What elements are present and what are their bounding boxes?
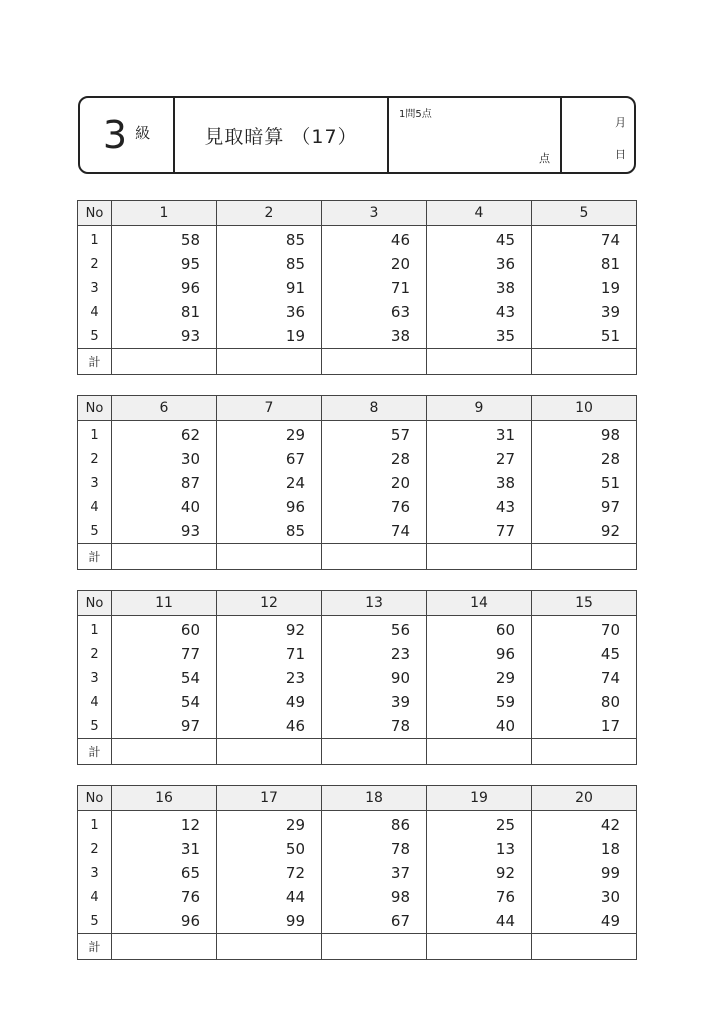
number-cell: 43 bbox=[427, 300, 532, 324]
table-row bbox=[78, 447, 637, 471]
grade-cell bbox=[80, 98, 175, 172]
table-row bbox=[78, 252, 637, 276]
number-cell: 18 bbox=[532, 837, 637, 861]
row-number: 3 bbox=[78, 471, 112, 495]
table-row bbox=[78, 861, 637, 885]
number-cell: 86 bbox=[322, 811, 427, 838]
column-header: 2 bbox=[217, 201, 322, 226]
number-cell: 39 bbox=[532, 300, 637, 324]
answer-cell[interactable] bbox=[532, 739, 637, 765]
number-cell: 38 bbox=[427, 471, 532, 495]
number-cell: 81 bbox=[532, 252, 637, 276]
number-cell: 95 bbox=[112, 252, 217, 276]
number-cell: 19 bbox=[532, 276, 637, 300]
number-cell: 99 bbox=[217, 909, 322, 934]
number-cell: 31 bbox=[427, 421, 532, 448]
number-cell: 98 bbox=[532, 421, 637, 448]
column-header: 15 bbox=[532, 591, 637, 616]
row-number: 3 bbox=[78, 861, 112, 885]
answer-cell[interactable] bbox=[427, 934, 532, 960]
table-row bbox=[78, 616, 637, 643]
row-number: 1 bbox=[78, 616, 112, 643]
column-header: 7 bbox=[217, 396, 322, 421]
date-cell[interactable] bbox=[562, 98, 634, 172]
number-cell: 98 bbox=[322, 885, 427, 909]
number-cell: 57 bbox=[322, 421, 427, 448]
column-header: 10 bbox=[532, 396, 637, 421]
grade-label: 級 bbox=[135, 123, 151, 142]
answer-cell[interactable] bbox=[112, 349, 217, 375]
column-header: 9 bbox=[427, 396, 532, 421]
table-row bbox=[78, 885, 637, 909]
number-cell: 29 bbox=[427, 666, 532, 690]
table-row bbox=[78, 811, 637, 838]
number-cell: 97 bbox=[112, 714, 217, 739]
table-header-row bbox=[78, 591, 637, 616]
no-header: No bbox=[78, 786, 112, 811]
table-row bbox=[78, 666, 637, 690]
column-header: 13 bbox=[322, 591, 427, 616]
column-header: 5 bbox=[532, 201, 637, 226]
answer-cell[interactable] bbox=[217, 934, 322, 960]
total-label: 計 bbox=[78, 934, 112, 960]
answer-cell[interactable] bbox=[427, 544, 532, 570]
number-cell: 96 bbox=[112, 276, 217, 300]
number-cell: 49 bbox=[217, 690, 322, 714]
number-cell: 92 bbox=[532, 519, 637, 544]
number-cell: 51 bbox=[532, 324, 637, 349]
table-row bbox=[78, 324, 637, 349]
number-cell: 49 bbox=[532, 909, 637, 934]
column-header: 12 bbox=[217, 591, 322, 616]
number-cell: 13 bbox=[427, 837, 532, 861]
table-row bbox=[78, 300, 637, 324]
total-row bbox=[78, 739, 637, 765]
number-cell: 96 bbox=[217, 495, 322, 519]
row-number: 2 bbox=[78, 837, 112, 861]
answer-cell[interactable] bbox=[322, 739, 427, 765]
number-cell: 43 bbox=[427, 495, 532, 519]
number-cell: 91 bbox=[217, 276, 322, 300]
number-cell: 40 bbox=[427, 714, 532, 739]
row-number: 4 bbox=[78, 495, 112, 519]
table-row bbox=[78, 714, 637, 739]
problem-table-2 bbox=[77, 395, 637, 570]
table-header-row bbox=[78, 396, 637, 421]
number-cell: 31 bbox=[112, 837, 217, 861]
table-header-row bbox=[78, 786, 637, 811]
number-cell: 74 bbox=[322, 519, 427, 544]
number-cell: 50 bbox=[217, 837, 322, 861]
number-cell: 25 bbox=[427, 811, 532, 838]
number-cell: 45 bbox=[427, 226, 532, 253]
number-cell: 71 bbox=[322, 276, 427, 300]
number-cell: 85 bbox=[217, 252, 322, 276]
column-header: 17 bbox=[217, 786, 322, 811]
table-row bbox=[78, 421, 637, 448]
number-cell: 74 bbox=[532, 226, 637, 253]
row-number: 1 bbox=[78, 811, 112, 838]
total-row bbox=[78, 349, 637, 375]
number-cell: 19 bbox=[217, 324, 322, 349]
answer-cell[interactable] bbox=[217, 349, 322, 375]
answer-cell[interactable] bbox=[217, 739, 322, 765]
column-header: 11 bbox=[112, 591, 217, 616]
answer-cell[interactable] bbox=[532, 934, 637, 960]
column-header: 19 bbox=[427, 786, 532, 811]
score-unit: 点 bbox=[539, 152, 550, 165]
row-number: 1 bbox=[78, 226, 112, 253]
number-cell: 99 bbox=[532, 861, 637, 885]
number-cell: 62 bbox=[112, 421, 217, 448]
number-cell: 72 bbox=[217, 861, 322, 885]
number-cell: 23 bbox=[322, 642, 427, 666]
number-cell: 46 bbox=[217, 714, 322, 739]
table-row bbox=[78, 471, 637, 495]
answer-cell[interactable] bbox=[322, 934, 427, 960]
number-cell: 81 bbox=[112, 300, 217, 324]
day-label: 日 bbox=[615, 148, 626, 161]
number-cell: 78 bbox=[322, 837, 427, 861]
answer-cell[interactable] bbox=[322, 349, 427, 375]
column-header: 18 bbox=[322, 786, 427, 811]
number-cell: 30 bbox=[532, 885, 637, 909]
number-cell: 63 bbox=[322, 300, 427, 324]
number-cell: 36 bbox=[427, 252, 532, 276]
number-cell: 77 bbox=[112, 642, 217, 666]
answer-cell[interactable] bbox=[112, 544, 217, 570]
row-number: 2 bbox=[78, 447, 112, 471]
number-cell: 36 bbox=[217, 300, 322, 324]
table-row bbox=[78, 226, 637, 253]
number-cell: 85 bbox=[217, 519, 322, 544]
number-cell: 60 bbox=[112, 616, 217, 643]
column-header: 20 bbox=[532, 786, 637, 811]
answer-cell[interactable] bbox=[532, 349, 637, 375]
number-cell: 76 bbox=[112, 885, 217, 909]
row-number: 4 bbox=[78, 300, 112, 324]
number-cell: 76 bbox=[322, 495, 427, 519]
number-cell: 80 bbox=[532, 690, 637, 714]
total-label: 計 bbox=[78, 739, 112, 765]
number-cell: 76 bbox=[427, 885, 532, 909]
number-cell: 20 bbox=[322, 471, 427, 495]
total-label: 計 bbox=[78, 544, 112, 570]
number-cell: 92 bbox=[427, 861, 532, 885]
answer-cell[interactable] bbox=[322, 544, 427, 570]
row-number: 2 bbox=[78, 252, 112, 276]
column-header: 3 bbox=[322, 201, 427, 226]
column-header: 6 bbox=[112, 396, 217, 421]
no-header: No bbox=[78, 591, 112, 616]
column-header: 14 bbox=[427, 591, 532, 616]
number-cell: 28 bbox=[532, 447, 637, 471]
row-number: 1 bbox=[78, 421, 112, 448]
number-cell: 96 bbox=[427, 642, 532, 666]
number-cell: 42 bbox=[532, 811, 637, 838]
table-row bbox=[78, 495, 637, 519]
number-cell: 58 bbox=[112, 226, 217, 253]
table-row bbox=[78, 909, 637, 934]
total-label: 計 bbox=[78, 349, 112, 375]
number-cell: 93 bbox=[112, 519, 217, 544]
number-cell: 96 bbox=[112, 909, 217, 934]
number-cell: 29 bbox=[217, 811, 322, 838]
number-cell: 45 bbox=[532, 642, 637, 666]
worksheet-header bbox=[78, 96, 636, 174]
number-cell: 38 bbox=[322, 324, 427, 349]
row-number: 5 bbox=[78, 714, 112, 739]
answer-cell[interactable] bbox=[112, 934, 217, 960]
number-cell: 87 bbox=[112, 471, 217, 495]
row-number: 4 bbox=[78, 885, 112, 909]
row-number: 2 bbox=[78, 642, 112, 666]
number-cell: 12 bbox=[112, 811, 217, 838]
number-cell: 74 bbox=[532, 666, 637, 690]
problem-table-1 bbox=[77, 200, 637, 375]
number-cell: 59 bbox=[427, 690, 532, 714]
number-cell: 23 bbox=[217, 666, 322, 690]
number-cell: 39 bbox=[322, 690, 427, 714]
total-row bbox=[78, 934, 637, 960]
number-cell: 56 bbox=[322, 616, 427, 643]
month-label: 月 bbox=[615, 116, 626, 129]
number-cell: 67 bbox=[322, 909, 427, 934]
number-cell: 46 bbox=[322, 226, 427, 253]
points-per-question: 1問5点 bbox=[399, 109, 432, 120]
row-number: 5 bbox=[78, 909, 112, 934]
column-header: 4 bbox=[427, 201, 532, 226]
number-cell: 30 bbox=[112, 447, 217, 471]
number-cell: 65 bbox=[112, 861, 217, 885]
number-cell: 44 bbox=[217, 885, 322, 909]
number-cell: 78 bbox=[322, 714, 427, 739]
no-header: No bbox=[78, 396, 112, 421]
number-cell: 90 bbox=[322, 666, 427, 690]
number-cell: 51 bbox=[532, 471, 637, 495]
column-header: 1 bbox=[112, 201, 217, 226]
answer-cell[interactable] bbox=[112, 739, 217, 765]
number-cell: 70 bbox=[532, 616, 637, 643]
worksheet-title: 見取暗算 （17） bbox=[175, 98, 389, 172]
table-row bbox=[78, 519, 637, 544]
row-number: 4 bbox=[78, 690, 112, 714]
number-cell: 27 bbox=[427, 447, 532, 471]
column-header: 16 bbox=[112, 786, 217, 811]
answer-cell[interactable] bbox=[427, 739, 532, 765]
number-cell: 92 bbox=[217, 616, 322, 643]
answer-cell[interactable] bbox=[427, 349, 532, 375]
number-cell: 60 bbox=[427, 616, 532, 643]
answer-cell[interactable] bbox=[217, 544, 322, 570]
row-number: 5 bbox=[78, 519, 112, 544]
number-cell: 35 bbox=[427, 324, 532, 349]
answer-cell[interactable] bbox=[532, 544, 637, 570]
number-cell: 77 bbox=[427, 519, 532, 544]
number-cell: 28 bbox=[322, 447, 427, 471]
number-cell: 44 bbox=[427, 909, 532, 934]
number-cell: 54 bbox=[112, 690, 217, 714]
number-cell: 17 bbox=[532, 714, 637, 739]
score-cell[interactable] bbox=[389, 98, 562, 172]
number-cell: 71 bbox=[217, 642, 322, 666]
grade-number: 3 bbox=[102, 113, 128, 157]
number-cell: 20 bbox=[322, 252, 427, 276]
number-cell: 54 bbox=[112, 666, 217, 690]
number-cell: 40 bbox=[112, 495, 217, 519]
row-number: 5 bbox=[78, 324, 112, 349]
total-row bbox=[78, 544, 637, 570]
number-cell: 93 bbox=[112, 324, 217, 349]
number-cell: 38 bbox=[427, 276, 532, 300]
problem-table-3 bbox=[77, 590, 637, 765]
number-cell: 97 bbox=[532, 495, 637, 519]
table-row bbox=[78, 837, 637, 861]
number-cell: 24 bbox=[217, 471, 322, 495]
number-cell: 37 bbox=[322, 861, 427, 885]
no-header: No bbox=[78, 201, 112, 226]
number-cell: 29 bbox=[217, 421, 322, 448]
problem-table-4 bbox=[77, 785, 637, 960]
row-number: 3 bbox=[78, 666, 112, 690]
table-row bbox=[78, 642, 637, 666]
number-cell: 85 bbox=[217, 226, 322, 253]
row-number: 3 bbox=[78, 276, 112, 300]
column-header: 8 bbox=[322, 396, 427, 421]
table-row bbox=[78, 690, 637, 714]
table-row bbox=[78, 276, 637, 300]
table-header-row bbox=[78, 201, 637, 226]
number-cell: 67 bbox=[217, 447, 322, 471]
